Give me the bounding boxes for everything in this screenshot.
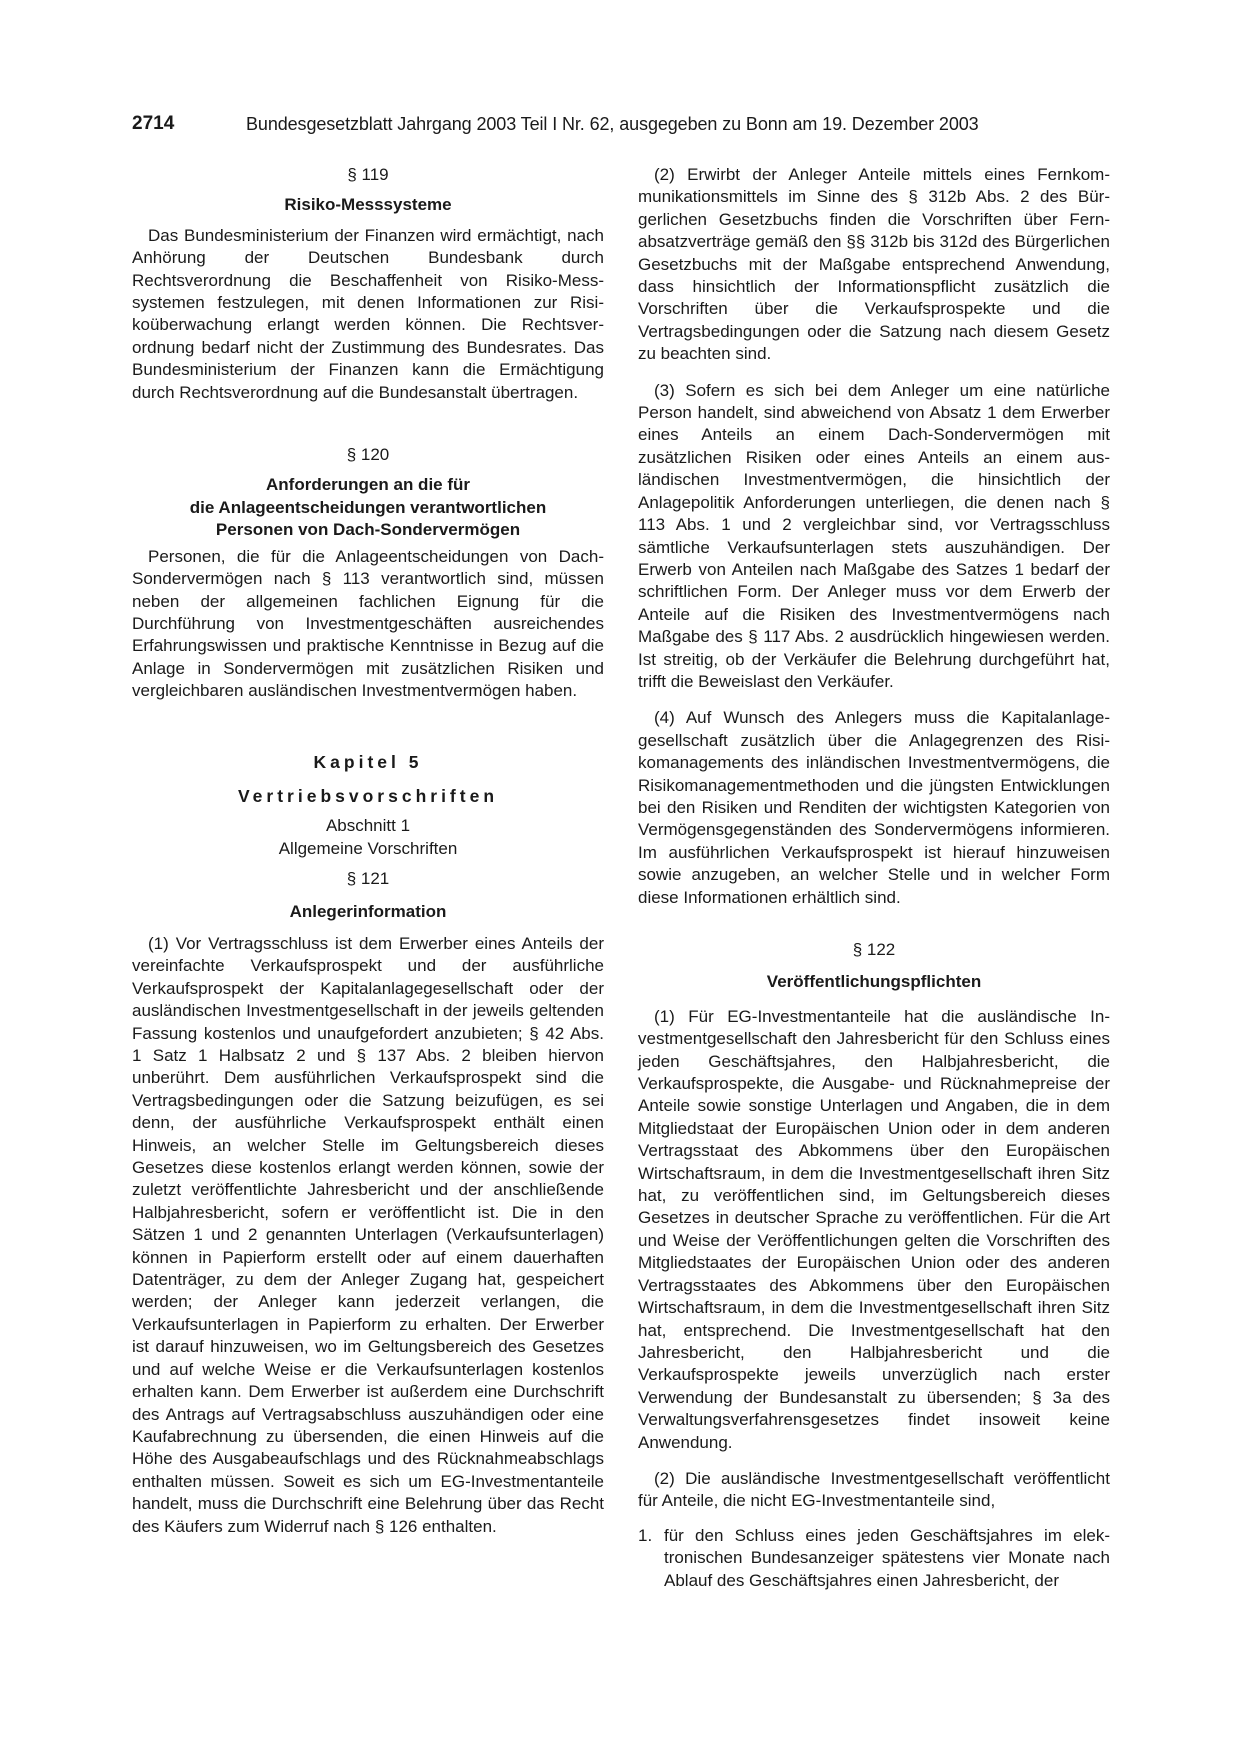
list-item-number: 1. bbox=[638, 1525, 653, 1545]
section-122-paragraph-2: (2) Die ausländische Investmentgesellschaft veröffentlicht für Anteile, die nicht EG-Investmentanteile sind, bbox=[638, 1468, 1110, 1511]
section-122-title: Veröffentlichungspflichten bbox=[766, 972, 982, 992]
chapter-title: Vertriebsvorschriften bbox=[237, 785, 499, 806]
section-121-paragraph-3: (3) Sofern es sich bei dem Anleger um eine natürliche Person handelt, sind abweichend von Absatz 1 dem Erwerber eines Anteils an einem Dach-Sondervermögen mit zusätzlichen Risiken oder eines Anteils an einem ausländischen Investmentvermögen, die hinsichtlich der Anlagepolitik Anforderungen unterliegen, die denen nach § 113 Abs. 1 und 2 vergleichbar sind, vor Vertragsschluss sämtliche Verkaufsunterlagen stets auszuhändigen. Der Erwerb von Anteilen nach Maßgabe des Satzes 1 bedarf der schriftlichen Form. Der Anleger muss vor dem Erwerb der Anteile auf die Risiken des Investmentvermögens nach Maßgabe des § 117 Abs. 2 ausdrücklich hingewiesen werden. Ist streitig, ob der Verkäufer die Belehrung durchgeführt hat, trifft die Beweislast den Verkäufer. bbox=[638, 380, 1110, 691]
section-120-number: § 120 bbox=[346, 445, 390, 465]
left-column bbox=[132, 164, 604, 1538]
section-121-number: § 121 bbox=[346, 869, 390, 889]
list-item bbox=[638, 1525, 1110, 1592]
section-120-title-line2: die Anlageentscheidungen verantwortlichen bbox=[189, 497, 547, 517]
section-119-number: § 119 bbox=[347, 165, 389, 184]
section-121-paragraph-1: (1) Vor Vertragsschluss ist dem Erwerber eines Anteils der vereinfachte Verkaufsprospekt und der ausführliche Verkaufsprospekt der Kapitalanlagegesellschaft oder der ausländischen Investmentgesellschaft in der jeweils geltenden Fassung kostenlos und unaufgefordert anzubieten; § 42 Abs. 1 Satz 1 Halbsatz 2 und § 137 Abs. 2 bleiben hiervon unberührt. Dem ausführlichen Verkaufsprospekt sind die Vertragsbedingungen oder die Satzung beizufügen, es sei denn, der ausführliche Verkaufsprospekt enthält einen Hinweis, an welcher Stelle im Geltungsbereich dieses Gesetzes diese kostenlos erlangt werden können, sowie der zuletzt veröffentlichte Jahresbericht und der anschließende Halbjahresbericht, sofern er veröffentlicht ist. Die in den Sätzen 1 und 2 genannten Unterlagen (Verkaufsunterlagen) können in Papierform erstellt oder auf einem dauerhaften Datenträger, zu dem der Anleger Zugang hat, gespeichert werden; der Anleger kann jederzeit verlangen, die Verkaufsunterlagen in Papierform zu erhalten. Der Erwerber ist darauf hinzuweisen, wo im Geltungsbereich des Gesetzes und auf welche Weise er die Verkaufsunterlagen kostenlos erhalten kann. Dem Erwerber ist außerdem eine Durchschrift des Antrags auf Vertragsabschluss auszuhändigen oder eine Kaufabrechnung zu übersenden, die einen Hinweis auf die Höhe des Ausgabeaufschlags und des Rücknahmeabschlags enthalten müssen. Soweit es sich um EG-Investmentanteile handelt, muss die Durchschrift eine Belehrung über das Recht des Käufers zum Widerruf nach § 126 enthalten. bbox=[132, 933, 604, 1536]
section-121-title: Anlegerinformation bbox=[289, 901, 447, 921]
section-119-title: Risiko-Messsysteme bbox=[284, 195, 452, 215]
page-number: 2714 bbox=[132, 113, 175, 134]
section-120-title-line1: Anforderungen an die für bbox=[266, 475, 470, 495]
section-121-paragraph-2: (2) Erwirbt der Anleger Anteile mittels eines Fernkommunikationsmittels im Sinne des § 312b Abs. 2 des Bürgerlichen Gesetzbuchs finden die Vorschriften über Fernabsatzverträge gemäß den §§ 312b bis 312d des Bürgerlichen Gesetzbuchs mit der Maßgabe entsprechend Anwendung, dass hinsichtlich der Informationspflicht zusätzlich die Vorschriften über die Verkaufsprospekte und die Vertragsbedingungen oder die Satzung nach diesem Gesetz zu beachten sind. bbox=[638, 165, 1110, 364]
abschnitt-heading: Abschnitt 1 bbox=[325, 816, 411, 836]
section-121-paragraph-4: (4) Auf Wunsch des Anlegers muss die Kapitalanlagegesellschaft zusätzlich über die Anlagegrenzen des Risikomanagements des inländischen Investmentvermögens, die Risikomanagementmethoden und die jüngsten Entwicklungen bei den Risiken und Renditen der wichtigsten Kategorien von Vermögensgegenständen des Sondervermögens informieren. Im ausführlichen Verkaufsprospekt ist hierauf hinzuweisen sowie anzugeben, an welcher Stelle und in welcher Form diese Informationen erhältlich sind. bbox=[638, 708, 1110, 907]
running-title: Bundesgesetzblatt Jahrgang 2003 Teil I Nr. 62, ausgegeben zu Bonn am 19. Dezember 2003 bbox=[246, 114, 979, 134]
section-119-text: Das Bundesministerium der Finanzen wird ermächtigt, nach Anhörung der Deutschen Bundesbank durch Rechtsverordnung die Beschaffenheit von Risiko-Messsystemen festzulegen, mit denen Informationen zur Risikoüberwachung erlangt werden können. Die Rechtsverordnung bedarf nicht der Zustimmung des Bundesrates. Das Bundesministerium der Finanzen kann die Ermächtigung durch Rechtsverordnung auf die Bundesanstalt übertragen. bbox=[132, 225, 604, 402]
list-item-text: für den Schluss eines jeden Geschäftsjahres im elektronischen Bundesanzeiger spätestens vier Monate nach Ablauf des Geschäftsjahres einen Jahresbericht, der bbox=[664, 1525, 1110, 1590]
abschnitt-title: Allgemeine Vorschriften bbox=[278, 838, 458, 858]
right-column bbox=[638, 164, 1110, 1592]
section-122-number: § 122 bbox=[852, 940, 896, 959]
section-122-paragraph-1: (1) Für EG-Investmentanteile hat die ausländische Investmentgesellschaft den Jahresbericht für den Schluss eines jeden Geschäftsjahres, den Halbjahresbericht, die Verkaufsprospekte, die Ausgabe- und Rücknahmepreise der Anteile sowie sonstige Unterlagen und Angaben, die in dem Mitgliedstaat der Europäischen Union oder in dem anderen Vertragsstaat des Abkommens über den Europäischen Wirtschaftsraum, in dem die Investmentgesellschaft ihren Sitz hat, zu veröffentlichen sind, im Geltungsbereich dieses Gesetzes in deutscher Sprache zu veröffentlichen. Für die Art und Weise der Veröffentlichungen gelten die Vorschriften des Mitgliedstaates der Europäischen Union oder des anderen Vertragsstaates des Abkommens über den Europäischen Wirtschaftsraum, in dem die Investmentgesellschaft ihren Sitz hat, entsprechend. Die Investmentgesellschaft hat den Jahresbericht, den Halbjahresbericht und die Verkaufsprospekte jeweils unverzüglich nach erster Verwendung der Bundesanstalt zu übersenden; § 3a des Verwaltungsverfahrensgesetzes findet insoweit keine Anwendung. bbox=[638, 1006, 1110, 1452]
section-120-title-line3: Personen von Dach-Sondervermögen bbox=[215, 520, 521, 540]
page-header bbox=[132, 112, 1112, 136]
section-120-text: Personen, die für die Anlageentscheidungen von Dach-Sondervermögen nach § 113 verantwortlich sind, müssen neben der allgemeinen fachlichen Eignung für die Durchführung von Investmentgeschäften ausreichendes Erfahrungswissen und praktische Kenntnisse in Bezug auf die Anlage in Sondervermögen mit zusätzlichen Risiken und vergleichbaren ausländischen Investmentvermögen haben. bbox=[132, 546, 604, 701]
chapter-heading: Kapitel 5 bbox=[313, 751, 423, 772]
